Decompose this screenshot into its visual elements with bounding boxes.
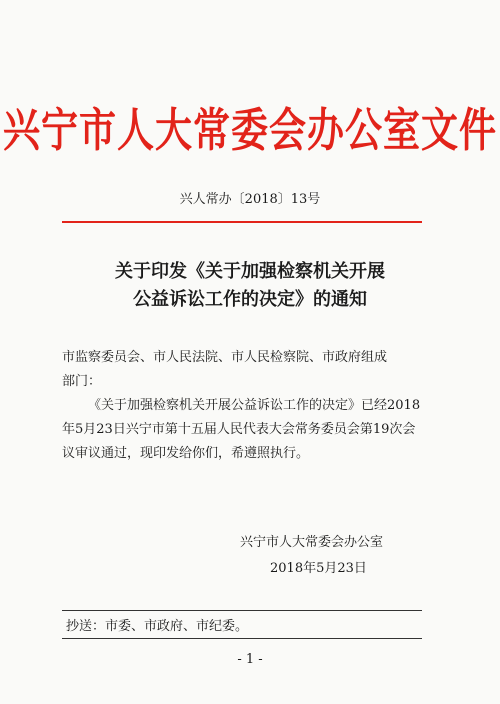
body-paragraph: 《关于加强检察机关开展公益诉讼工作的决定》已经2018年5月23日兴宁市第十五届人民代表大会常务委员会第19次会议审议通过，现印发给你们，希遵照执行。 (62, 398, 421, 461)
title-line-2: 公益诉讼工作的决定》的通知 (133, 289, 367, 310)
signature-date: 2018年5月23日 (270, 561, 367, 576)
recipients-line-2: 部门： (62, 374, 102, 389)
title-line-1: 关于印发《关于加强检察机关开展 (115, 261, 385, 282)
document-number: 兴人常办〔2018〕13号 (179, 192, 321, 207)
document-body (62, 346, 422, 466)
red-divider (62, 221, 422, 223)
signature-organization: 兴宁市人大常委会办公室 (240, 535, 384, 550)
cc-top-rule (62, 610, 422, 611)
recipients-line-1: 市监察委员会、市人民法院、市人民检察院、市政府组成 (62, 350, 388, 365)
document-title (0, 258, 500, 314)
document-banner: 兴宁市人大常委会办公室文件 (3, 103, 497, 157)
page-number: - 1 - (237, 652, 263, 667)
cc-list: 抄送：市委、市政府、市纪委。 (66, 619, 249, 634)
cc-bottom-rule (62, 638, 422, 639)
